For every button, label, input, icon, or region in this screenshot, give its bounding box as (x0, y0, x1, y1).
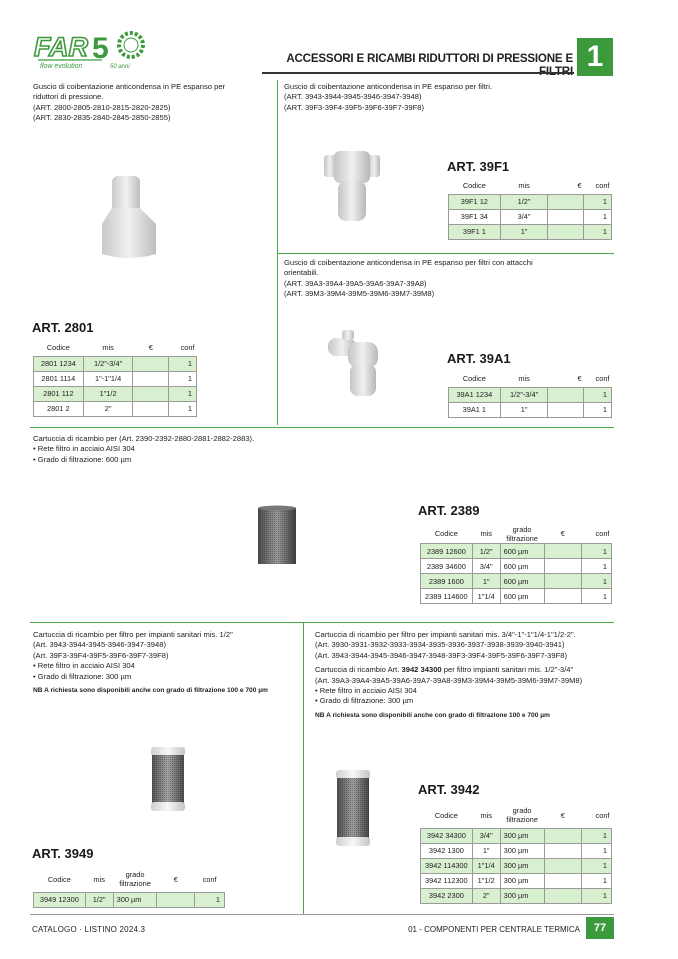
art-title-39F1: ART. 39F1 (447, 159, 510, 174)
art-title-3949: ART. 3949 (32, 846, 94, 861)
logo-tagline: flow evolution (40, 63, 83, 70)
desc-2801 (33, 82, 268, 124)
desc-line: riduttori di pressione. (33, 92, 104, 102)
col-header: grado filtrazione (506, 525, 538, 543)
section-divider (30, 622, 614, 623)
nb-note: NB A richiesta sono disponibili anche con grado di filtrazione 100 e 700 µm (315, 711, 550, 719)
art-title-3942: ART. 3942 (418, 782, 480, 797)
desc-3942 (315, 630, 615, 721)
title-underline (262, 72, 574, 74)
art-title-2389: ART. 2389 (418, 503, 480, 518)
col-header: € (173, 874, 178, 884)
col-header: conf (595, 529, 610, 539)
table-row: 2389 34600 3/4" 600 µm 1 (421, 559, 612, 574)
col-header: Codice (46, 343, 70, 352)
col-header: conf (595, 181, 610, 190)
desc-line: orientabili. (284, 268, 319, 278)
table-row: 3942 112300 1"1/2 300 µm 1 (421, 873, 612, 888)
table-row: 3949 12300 1/2" 300 µm 1 (34, 892, 225, 907)
bullet-item: • Rete filtro in acciaio AISI 304 (33, 661, 301, 671)
col-header: mis (480, 810, 492, 820)
desc-line: Cartuccia di ricambio per filtro per impianti sanitari mis. 1/2" (33, 630, 233, 639)
col-header: conf (595, 374, 610, 383)
price-table-3942 (420, 804, 612, 904)
chapter-badge (577, 38, 613, 76)
col-header: conf (595, 810, 610, 820)
col-header: Codice (462, 374, 486, 383)
desc-line: (Art. 3930-3931-3932-3933-3934-3935-3936-3937-3938-3939-3940-3941) (315, 640, 565, 650)
bullet-item: • Grado di filtrazione: 300 µm (33, 672, 301, 682)
col-header: grado filtrazione (119, 870, 151, 888)
table-row: 39F1 1 1" 1 (449, 224, 612, 239)
table-row: 39F1 12 1/2" 1 (449, 194, 612, 209)
desc-line: (ART. 2830-2835-2840-2845-2850-2855) (33, 113, 171, 123)
footer-divider (30, 914, 614, 915)
logo-anniversary: 50 anni (110, 64, 130, 70)
far-logo-graphic (32, 28, 152, 70)
table-row: 2801 1114 1"-1"1/4 1 (34, 371, 197, 386)
desc-line: Guscio di coibentazione anticondensa in PE espanso per filtri con attacchi (284, 258, 533, 267)
col-header: mis (102, 343, 114, 352)
bullet-item: • Rete filtro in acciaio AISI 304 (315, 686, 615, 696)
col-header: conf (202, 874, 217, 884)
desc-line: Cartuccia di ricambio per (Art. 2390-2392-2880-2881-2882-2883). (33, 434, 255, 443)
price-table-39A1 (448, 372, 612, 418)
table-row: 3942 34300 3/4" 300 µm 1 (421, 828, 612, 843)
col-header: € (560, 529, 565, 539)
desc-line: Guscio di coibentazione anticondensa in PE espanso per filtri. (284, 82, 493, 91)
product-image-3942 (334, 768, 372, 853)
table-row: 2801 1234 1/2"-3/4" 1 (34, 356, 197, 371)
table-row: 3942 1300 1" 300 µm 1 (421, 843, 612, 858)
price-table-2389 (420, 526, 612, 604)
desc-line: (ART. 39M3-39M4-39M5-39M6-39M7-39M8) (284, 289, 435, 299)
table-row: 3942 2300 2" 300 µm 1 (421, 888, 612, 903)
table-row: 2389 1600 1" 600 µm 1 (421, 574, 612, 589)
footer-section: 01 - COMPONENTI PER CENTRALE TERMICA (408, 925, 580, 934)
section-divider (277, 253, 614, 254)
col-header: € (148, 343, 153, 352)
logo-far-text: FAR (34, 32, 88, 62)
desc-line: Cartuccia di ricambio per filtro per impianti sanitari mis. 3/4"-1"-1"1/4-1"1/2-2". (315, 630, 576, 639)
desc-line: (ART. 39A3-39A4-39A5-39A6-39A7-39A8) (284, 278, 427, 288)
table-row: 39F1 34 3/4" 1 (449, 209, 612, 224)
bullet-item: • Rete filtro in acciaio AISI 304 (33, 444, 593, 454)
section-divider (303, 622, 304, 914)
product-image-39A1 (324, 328, 380, 405)
desc-line: (ART. 3943-3944-3945-3946-3947-3948) (284, 92, 422, 102)
desc-line: (Art. 3943-3944-3945-3946-3947-3948) (33, 640, 166, 650)
price-table-2801 (33, 341, 197, 417)
nb-note: NB A richiesta sono disponibili anche con grado di filtrazione 100 e 700 µm (33, 687, 268, 695)
art-title-39A1: ART. 39A1 (447, 351, 511, 366)
col-header: Codice (434, 810, 458, 820)
section-divider (30, 427, 614, 428)
desc-39A1 (284, 258, 614, 300)
col-header: mis (480, 529, 492, 539)
desc-line: (ART. 2800-2805-2810-2815-2820-2825) (33, 102, 171, 112)
table-row: 2389 114600 1"1/4 600 µm 1 (421, 589, 612, 604)
col-header: mis (518, 374, 530, 383)
product-image-2389 (256, 505, 298, 572)
product-image-2801 (98, 172, 160, 267)
col-header: € (560, 810, 565, 820)
col-header: € (577, 374, 582, 383)
desc-3949 (33, 630, 301, 696)
product-image-3949 (148, 745, 188, 818)
price-table-3949 (33, 868, 225, 908)
desc-line: (Art. 3943-3944-3945-3946-3947-3948-39F3-39F4-39F5-39F6-39F7-39F8) (315, 650, 568, 660)
logo-five: 5 (92, 32, 109, 65)
col-header: € (577, 181, 582, 190)
desc-line: (Art. 39F3-39F4-39F5-39F6-39F7-39F8) (33, 650, 169, 660)
page-number-badge (586, 917, 614, 939)
col-header: Codice (462, 181, 486, 190)
desc-line: (Art. 39A3-39A4-39A5-39A6-39A7-39A8-39M3-39M4-39M5-39M6-39M7-39M8) (315, 675, 583, 685)
logo (32, 28, 152, 70)
chapter-number: 1 (586, 40, 604, 73)
col-header: conf (180, 343, 195, 352)
table-row: 2389 12600 1/2" 600 µm 1 (421, 544, 612, 559)
page-number: 77 (593, 922, 607, 934)
desc-line: (ART. 39F3-39F4-39F5-39F6-39F7-39F8) (284, 102, 424, 112)
table-row: 3942 114300 1"1/4 300 µm 1 (421, 858, 612, 873)
col-header: mis (518, 181, 530, 190)
footer-catalog: CATALOGO · LISTINO 2024.3 (32, 925, 146, 934)
col-header: mis (93, 874, 105, 884)
desc-line: Cartuccia di ricambio Art. 3942 34300 per filtro impianti sanitari mis. 1/2"-3/4" (315, 665, 574, 675)
bullet-item: • Grado di filtrazione: 300 µm (315, 696, 615, 706)
desc-2389 (33, 434, 593, 465)
page-title: ACCESSORI E RICAMBI RIDUTTORI DI PRESSIONE E (286, 52, 573, 65)
art-title-2801: ART. 2801 (32, 320, 94, 335)
col-header: Codice (434, 529, 458, 539)
col-header: grado filtrazione (506, 806, 538, 824)
table-row: 2801 112 1"1/2 1 (34, 386, 197, 401)
price-table-39F1 (448, 179, 612, 240)
bullet-item: • Grado di filtrazione: 600 µm (33, 455, 593, 465)
col-header: Codice (47, 874, 71, 884)
desc-line: Guscio di coibentazione anticondensa in PE espanso per (33, 82, 226, 91)
table-row: 39A1 1234 1/2"-3/4" 1 (449, 387, 612, 402)
table-row: 2801 2 2" 1 (34, 401, 197, 416)
table-row: 39A1 1 1" 1 (449, 402, 612, 417)
desc-39F1 (284, 82, 614, 113)
product-image-39F1 (322, 147, 382, 232)
